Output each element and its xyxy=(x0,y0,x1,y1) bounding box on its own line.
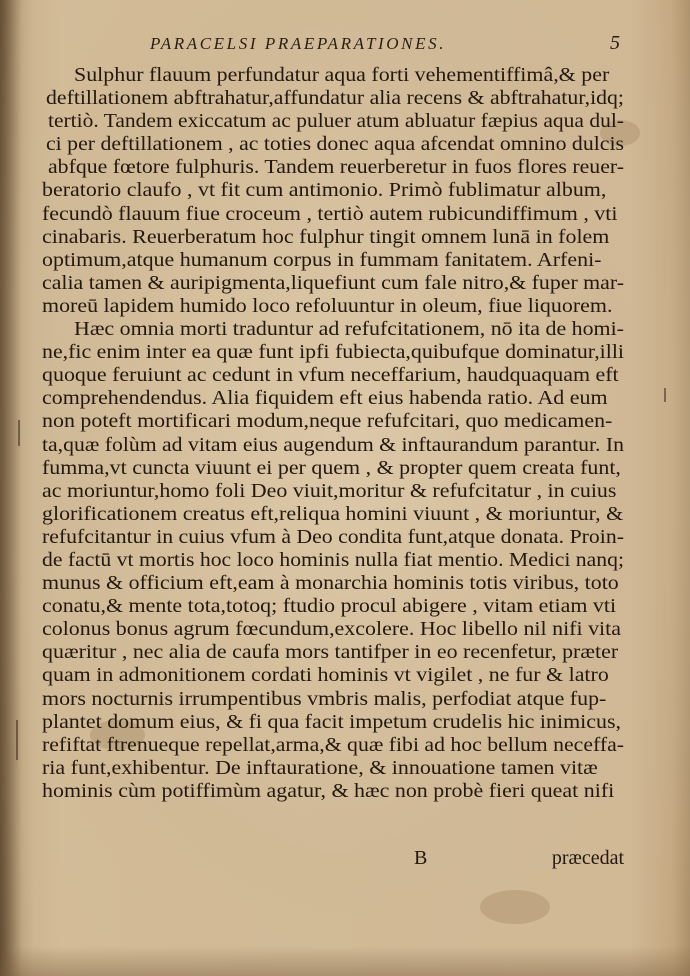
text-line xyxy=(42,780,624,803)
text-line-content: non poteft mortificari modum,neque refufcitari, quo medicamen- xyxy=(42,411,613,433)
foxing-spot xyxy=(480,890,550,924)
text-line xyxy=(42,549,624,572)
text-line xyxy=(42,249,624,272)
text-line xyxy=(42,711,624,734)
text-line xyxy=(42,503,624,526)
text-line-content: abfque fœtore fulphuris. Tandem reuerberetur in fuos flores reuer- xyxy=(48,157,624,179)
text-line xyxy=(42,156,624,179)
text-line xyxy=(42,618,624,641)
text-line-content: Hæc omnia morti traduntur ad refufcitationem, nō ita de homi- xyxy=(74,319,624,341)
text-line-content: optimum,atque humanum corpus in fummam fanitatem. Arfeni- xyxy=(42,249,602,271)
text-line xyxy=(42,457,624,480)
text-line-content: fumma,vt cuncta viuunt ei per quem , & propter quem creata funt, xyxy=(42,457,621,479)
text-line xyxy=(42,87,624,110)
text-line xyxy=(42,133,624,156)
text-line xyxy=(42,295,624,318)
text-line xyxy=(42,387,624,410)
text-line-content: plantet domum eius, & fi qua facit impetum crudelis hic inimicus, xyxy=(42,711,621,733)
text-line-content: Sulphur flauum perfundatur aqua forti vehementiffimâ,& per xyxy=(74,65,610,86)
text-line xyxy=(42,318,624,341)
text-line xyxy=(42,410,624,433)
text-line-content: deftillationem abftrahatur,affundatur alia recens & abftrahatur,idq; xyxy=(46,88,624,110)
text-line xyxy=(42,179,624,202)
text-line-content: conatu,& mente tota,totoq; ftudio procul abigere , vitam etiam vti xyxy=(42,596,617,618)
text-line-content: hominis cùm potiffimùm agatur, & hæc non probè fieri queat nifi xyxy=(42,780,615,802)
text-line-content: moreū lapidem humido loco refoluuntur in oleum, fiue liquorem. xyxy=(42,295,613,317)
text-line-content: calia tamen & auripigmenta,liquefiunt cum fale nitro,& fuper mar- xyxy=(42,272,624,294)
text-line-content: glorificationem creatus eft,reliqua homini viuunt , & moriuntur, & xyxy=(42,503,624,525)
text-line xyxy=(42,664,624,687)
page-number: 5 xyxy=(610,32,620,54)
page-footer xyxy=(42,847,624,873)
text-line-content: tertiò. Tandem exiccatum ac puluer atum abluatur fæpius aqua dul- xyxy=(48,111,624,133)
signature-mark: B xyxy=(414,847,428,869)
catchword: præcedat xyxy=(551,847,624,869)
text-line-content: comprehendendus. Alia fiquidem eft eius habenda ratio. Ad eum xyxy=(42,388,608,410)
text-line xyxy=(42,641,624,664)
text-line xyxy=(42,341,624,364)
text-line xyxy=(42,734,624,757)
text-line-content: de factū vt mortis hoc loco hominis nulla fiat mentio. Medici nanq; xyxy=(42,549,625,571)
text-line-content: mors nocturnis irrumpentibus vmbris malis, perfodiat atque fup- xyxy=(42,688,607,710)
text-line xyxy=(42,688,624,711)
text-line-content: colonus bonus agrum fœcundum,excolere. Hoc libello nil nifi vita xyxy=(42,619,621,641)
text-line xyxy=(42,434,624,457)
running-title: PARACELSI PRAEPARATIONES. xyxy=(150,34,447,53)
text-line xyxy=(42,226,624,249)
text-line-content: refiftat ftrenueque repellat,arma,& quæ fibi ad hoc bellum neceffa- xyxy=(42,734,624,756)
page-header xyxy=(150,34,620,60)
text-line-content: refufcitantur in cuius vfum à Deo condita funt,atque donata. Proin- xyxy=(42,526,624,548)
text-line xyxy=(42,203,624,226)
binding-gutter-shadow xyxy=(0,0,22,976)
text-line xyxy=(42,64,624,87)
text-line-content: ac moriuntur,homo foli Deo viuit,moritur & refufcitatur , in cuius xyxy=(42,480,617,502)
text-line-content: quæritur , nec alia de caufa mors tantifper in eo recenfetur, præter xyxy=(42,642,619,664)
text-line-content: ta,quæ folùm ad vitam eius augendum & inftaurandum parantur. In xyxy=(42,434,624,456)
text-line-content: cinabaris. Reuerberatum hoc fulphur tingit omnem lunā in folem xyxy=(42,226,610,248)
text-line-content: quam in admonitionem cordati hominis vt vigilet , ne fur & latro xyxy=(42,665,609,687)
text-line-content: ria funt,exhibentur. De inftauratione, & innouatione tamen vitæ xyxy=(42,757,598,779)
text-line-content: munus & officium eft,eam à monarchia hominis totis viribus, toto xyxy=(42,573,619,595)
body-text xyxy=(42,64,624,803)
text-line-content: ci per deftillationem , ac toties donec aqua afcendat omnino dulcis xyxy=(46,134,624,156)
margin-mark xyxy=(16,720,18,760)
text-line-content: ne,fic enim inter ea quæ funt ipfi fubiecta,quibufque dominatur,illi xyxy=(42,342,624,364)
text-line xyxy=(42,526,624,549)
text-line xyxy=(42,364,624,387)
text-line xyxy=(42,272,624,295)
text-line xyxy=(42,595,624,618)
text-line-content: quoque feruiunt ac cedunt in vfum neceffarium, haudquaquam eft xyxy=(42,365,619,387)
margin-mark xyxy=(664,388,666,402)
text-line xyxy=(42,572,624,595)
margin-mark xyxy=(18,420,20,446)
text-line xyxy=(42,480,624,503)
page-edge-shadow xyxy=(0,946,690,976)
text-line xyxy=(42,757,624,780)
text-line-content: fecundò flauum fiue croceum , tertiò autem rubicundiffimum , vti xyxy=(42,203,618,225)
text-line-content: beratorio claufo , vt fit cum antimonio. Primò fublimatur album, xyxy=(42,180,607,202)
text-line xyxy=(42,110,624,133)
